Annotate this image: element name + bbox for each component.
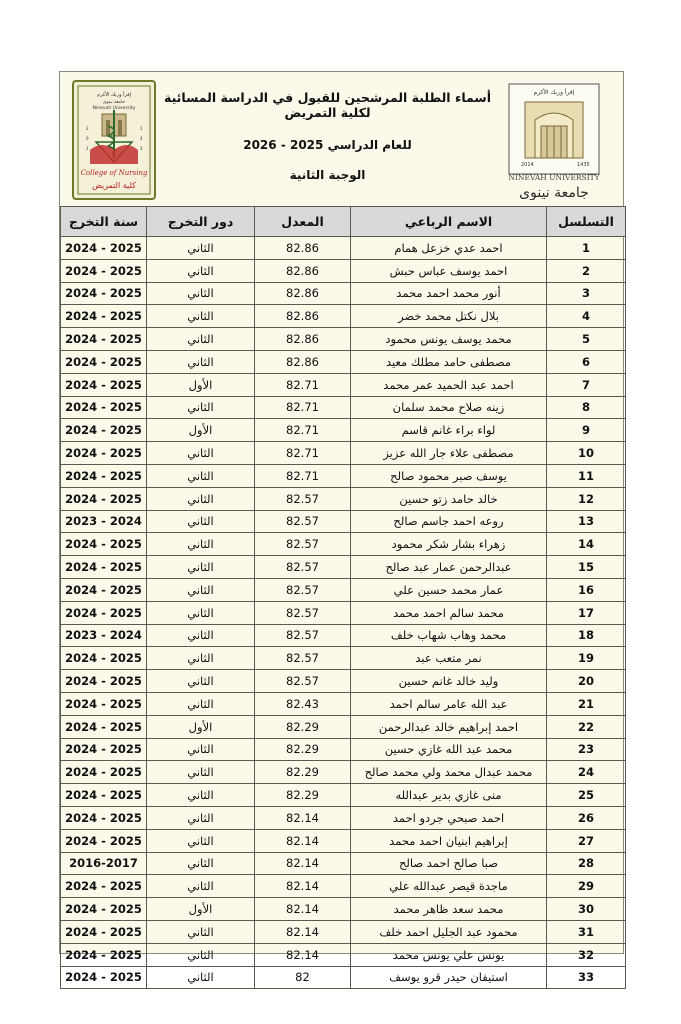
table-row — [61, 464, 626, 487]
ninevah-university-logo — [495, 80, 613, 200]
row-graduation-round: الثاني — [147, 852, 255, 875]
row-full-name: ماجدة قيصر عبدالله علي — [351, 875, 547, 898]
row-graduation-year: 2025 - 2024 — [61, 533, 147, 556]
table-row — [61, 533, 626, 556]
row-average: 82.57 — [255, 647, 351, 670]
row-full-name: محمد وهاب شهاب خلف — [351, 624, 547, 647]
row-graduation-year: 2025 - 2024 — [61, 305, 147, 328]
row-average: 82.14 — [255, 898, 351, 921]
row-full-name: نمر متعب عبد — [351, 647, 547, 670]
svg-text:Ninevah University: Ninevah University — [92, 106, 136, 111]
row-average: 82.57 — [255, 556, 351, 579]
row-graduation-round: الثاني — [147, 647, 255, 670]
row-graduation-year: 2025 - 2024 — [61, 738, 147, 761]
row-graduation-round: الأول — [147, 715, 255, 738]
row-average: 82.57 — [255, 487, 351, 510]
row-graduation-year: 2025 - 2024 — [61, 578, 147, 601]
row-graduation-round: الأول — [147, 898, 255, 921]
table-row — [61, 237, 626, 260]
svg-text:2014: 2014 — [521, 162, 534, 168]
row-sequence: 2 — [547, 259, 626, 282]
row-graduation-round: الثاني — [147, 396, 255, 419]
table-row — [61, 806, 626, 829]
row-sequence: 22 — [547, 715, 626, 738]
row-graduation-year: 2025 - 2024 — [61, 692, 147, 715]
row-graduation-year: 2025 - 2024 — [61, 784, 147, 807]
row-average: 82.71 — [255, 396, 351, 419]
row-graduation-round: الأول — [147, 419, 255, 442]
row-graduation-year: 2025 - 2024 — [61, 920, 147, 943]
document-frame — [59, 71, 624, 985]
row-full-name: عبد الله عامر سالم احمد — [351, 692, 547, 715]
row-graduation-round: الثاني — [147, 920, 255, 943]
row-full-name: لواء براء غانم قاسم — [351, 419, 547, 442]
row-full-name: محمد سالم احمد محمد — [351, 601, 547, 624]
row-average: 82.71 — [255, 373, 351, 396]
row-average: 82.86 — [255, 328, 351, 351]
row-average: 82.29 — [255, 738, 351, 761]
column-header-sequence: التسلسل — [547, 207, 626, 237]
document-title: أسماء الطلبة المرشحين للقبول في الدراسة المسائية لكلية التمريض — [164, 90, 491, 120]
row-full-name: مصطفى علاء جار الله عزيز — [351, 442, 547, 465]
table-row — [61, 738, 626, 761]
table-row — [61, 852, 626, 875]
table-row — [61, 784, 626, 807]
row-graduation-year: 2025 - 2024 — [61, 328, 147, 351]
students-table — [60, 206, 626, 989]
row-graduation-year: 2025 - 2024 — [61, 259, 147, 282]
row-full-name: زهراء بشار شكر محمود — [351, 533, 547, 556]
row-graduation-year: 2025 - 2024 — [61, 237, 147, 260]
row-average: 82.29 — [255, 784, 351, 807]
row-sequence: 11 — [547, 464, 626, 487]
row-average: 82.86 — [255, 259, 351, 282]
row-graduation-round: الثاني — [147, 237, 255, 260]
row-sequence: 29 — [547, 875, 626, 898]
table-row — [61, 692, 626, 715]
table-row — [61, 259, 626, 282]
row-average: 82.57 — [255, 510, 351, 533]
row-sequence: 26 — [547, 806, 626, 829]
column-header-graduation-round: دور التخرج — [147, 207, 255, 237]
row-graduation-round: الثاني — [147, 966, 255, 989]
row-graduation-year: 2025 - 2024 — [61, 647, 147, 670]
row-sequence: 17 — [547, 601, 626, 624]
svg-text:2: 2 — [86, 126, 89, 131]
row-full-name: بلال نكتل محمد خضر — [351, 305, 547, 328]
row-sequence: 13 — [547, 510, 626, 533]
row-average: 82.86 — [255, 350, 351, 373]
svg-text:3: 3 — [140, 146, 143, 151]
table-row — [61, 282, 626, 305]
table-row — [61, 624, 626, 647]
row-sequence: 20 — [547, 670, 626, 693]
row-graduation-round: الثاني — [147, 806, 255, 829]
row-graduation-round: الثاني — [147, 738, 255, 761]
table-row — [61, 487, 626, 510]
row-full-name: محمد يوسف يونس محمود — [351, 328, 547, 351]
row-average: 82.57 — [255, 533, 351, 556]
svg-text:1435: 1435 — [577, 162, 590, 168]
row-sequence: 30 — [547, 898, 626, 921]
row-graduation-round: الثاني — [147, 442, 255, 465]
academic-year: للعام الدراسي 2025 - 2026 — [243, 138, 412, 152]
row-sequence: 4 — [547, 305, 626, 328]
row-graduation-year: 2025 - 2024 — [61, 601, 147, 624]
column-header-full-name: الاسم الرباعي — [351, 207, 547, 237]
row-full-name: احمد إبراهيم خالد عبدالرحمن — [351, 715, 547, 738]
document-header — [60, 72, 623, 205]
row-sequence: 31 — [547, 920, 626, 943]
row-graduation-round: الثاني — [147, 464, 255, 487]
svg-text:NINEVAH UNIVERSITY: NINEVAH UNIVERSITY — [508, 173, 600, 182]
table-row — [61, 328, 626, 351]
row-sequence: 6 — [547, 350, 626, 373]
row-graduation-year: 2025 - 2024 — [61, 487, 147, 510]
svg-text:جامعة نينوى: جامعة نينوى — [519, 185, 589, 200]
row-sequence: 16 — [547, 578, 626, 601]
row-sequence: 28 — [547, 852, 626, 875]
row-graduation-year: 2025 - 2024 — [61, 419, 147, 442]
row-graduation-year: 2025 - 2024 — [61, 464, 147, 487]
row-average: 82.71 — [255, 419, 351, 442]
row-graduation-round: الثاني — [147, 784, 255, 807]
row-sequence: 23 — [547, 738, 626, 761]
row-graduation-year: 2025 - 2024 — [61, 350, 147, 373]
svg-text:جامعة نينوى: جامعة نينوى — [102, 100, 126, 105]
row-graduation-year: 2025 - 2024 — [61, 556, 147, 579]
row-graduation-year: 2016-2017 — [61, 852, 147, 875]
row-full-name: محمود عبد الجليل احمد خلف — [351, 920, 547, 943]
row-graduation-year: 2025 - 2024 — [61, 715, 147, 738]
table-row — [61, 350, 626, 373]
table-row — [61, 715, 626, 738]
svg-text:إقرأ وربك الأكرم: إقرأ وربك الأكرم — [533, 89, 575, 96]
row-full-name: وليد خالد غانم حسين — [351, 670, 547, 693]
table-row — [61, 442, 626, 465]
row-sequence: 8 — [547, 396, 626, 419]
row-full-name: روعه احمد جاسم صالح — [351, 510, 547, 533]
row-full-name: يونس علي يونس محمد — [351, 943, 547, 966]
row-graduation-round: الثاني — [147, 601, 255, 624]
row-graduation-round: الثاني — [147, 670, 255, 693]
table-row — [61, 829, 626, 852]
table-row — [61, 373, 626, 396]
row-graduation-year: 2025 - 2024 — [61, 875, 147, 898]
row-graduation-round: الثاني — [147, 282, 255, 305]
row-graduation-round: الثاني — [147, 350, 255, 373]
header-titles — [160, 90, 495, 182]
row-sequence: 33 — [547, 966, 626, 989]
row-sequence: 15 — [547, 556, 626, 579]
row-average: 82.86 — [255, 305, 351, 328]
row-average: 82.29 — [255, 715, 351, 738]
row-graduation-round: الثاني — [147, 305, 255, 328]
table-row — [61, 875, 626, 898]
row-average: 82.57 — [255, 601, 351, 624]
row-graduation-round: الثاني — [147, 510, 255, 533]
column-header-graduation-year: سنة التخرج — [61, 207, 147, 237]
row-sequence: 24 — [547, 761, 626, 784]
row-average: 82.43 — [255, 692, 351, 715]
row-graduation-year: 2025 - 2024 — [61, 966, 147, 989]
row-graduation-year: 2025 - 2024 — [61, 396, 147, 419]
row-graduation-year: 2025 - 2024 — [61, 442, 147, 465]
row-graduation-year: 2025 - 2024 — [61, 829, 147, 852]
row-graduation-year: 2025 - 2024 — [61, 898, 147, 921]
row-sequence: 5 — [547, 328, 626, 351]
row-graduation-year: 2025 - 2024 — [61, 373, 147, 396]
row-average: 82.29 — [255, 761, 351, 784]
row-average: 82.71 — [255, 442, 351, 465]
row-graduation-year: 2024 - 2023 — [61, 510, 147, 533]
svg-text:1: 1 — [140, 126, 143, 131]
row-graduation-round: الثاني — [147, 875, 255, 898]
row-graduation-round: الثاني — [147, 556, 255, 579]
table-row — [61, 396, 626, 419]
row-sequence: 18 — [547, 624, 626, 647]
batch-label: الوجبة الثانية — [289, 168, 366, 182]
row-full-name: محمد سعد ظاهر محمد — [351, 898, 547, 921]
row-graduation-year: 2025 - 2024 — [61, 761, 147, 784]
row-average: 82 — [255, 966, 351, 989]
table-row — [61, 920, 626, 943]
row-full-name: مصطفى حامد مطلك معيد — [351, 350, 547, 373]
row-full-name: عمار محمد حسين علي — [351, 578, 547, 601]
row-full-name: محمد عبدال محمد ولي محمد صالح — [351, 761, 547, 784]
row-graduation-round: الثاني — [147, 259, 255, 282]
table-row — [61, 419, 626, 442]
row-average: 82.14 — [255, 806, 351, 829]
row-average: 82.14 — [255, 943, 351, 966]
row-full-name: احمد صبحي جردو احمد — [351, 806, 547, 829]
row-graduation-round: الثاني — [147, 487, 255, 510]
svg-text:كلية التمريض: كلية التمريض — [92, 181, 136, 190]
row-average: 82.86 — [255, 237, 351, 260]
row-sequence: 9 — [547, 419, 626, 442]
row-graduation-year: 2025 - 2024 — [61, 943, 147, 966]
row-sequence: 3 — [547, 282, 626, 305]
row-full-name: احمد عدي خزعل همام — [351, 237, 547, 260]
column-header-average: المعدل — [255, 207, 351, 237]
row-graduation-round: الثاني — [147, 829, 255, 852]
row-full-name: عبدالرحمن عمار عبد صالح — [351, 556, 547, 579]
row-average: 82.86 — [255, 282, 351, 305]
row-average: 82.14 — [255, 875, 351, 898]
row-graduation-round: الثاني — [147, 761, 255, 784]
row-graduation-round: الثاني — [147, 692, 255, 715]
row-sequence: 14 — [547, 533, 626, 556]
table-row — [61, 966, 626, 989]
row-graduation-round: الثاني — [147, 328, 255, 351]
table-row — [61, 647, 626, 670]
row-full-name: احمد يوسف عباس حبش — [351, 259, 547, 282]
row-full-name: زينه صلاح محمد سلمان — [351, 396, 547, 419]
row-average: 82.71 — [255, 464, 351, 487]
row-sequence: 21 — [547, 692, 626, 715]
svg-text:4: 4 — [140, 136, 143, 141]
table-row — [61, 670, 626, 693]
row-full-name: خالد حامد زتو حسين — [351, 487, 547, 510]
row-average: 82.14 — [255, 829, 351, 852]
row-sequence: 7 — [547, 373, 626, 396]
row-full-name: يوسف صبر محمود صالح — [351, 464, 547, 487]
table-header-row — [61, 207, 626, 237]
row-sequence: 27 — [547, 829, 626, 852]
row-average: 82.14 — [255, 852, 351, 875]
row-full-name: صبا صالح احمد صالح — [351, 852, 547, 875]
svg-text:1: 1 — [86, 146, 89, 151]
row-average: 82.57 — [255, 578, 351, 601]
table-row — [61, 578, 626, 601]
row-average: 82.57 — [255, 670, 351, 693]
row-graduation-year: 2025 - 2024 — [61, 806, 147, 829]
row-full-name: إبراهيم ابنيان احمد محمد — [351, 829, 547, 852]
table-row — [61, 898, 626, 921]
table-row — [61, 556, 626, 579]
row-full-name: منى غازي بدير عبدالله — [351, 784, 547, 807]
row-full-name: استيفان حيدر قرو يوسف — [351, 966, 547, 989]
table-row — [61, 510, 626, 533]
row-full-name: أنور محمد احمد محمد — [351, 282, 547, 305]
row-sequence: 32 — [547, 943, 626, 966]
row-graduation-year: 2025 - 2024 — [61, 670, 147, 693]
row-graduation-round: الأول — [147, 373, 255, 396]
row-graduation-round: الثاني — [147, 943, 255, 966]
row-graduation-round: الثاني — [147, 533, 255, 556]
row-graduation-round: الثاني — [147, 578, 255, 601]
svg-text:إقرأ وربك الأكرم: إقرأ وربك الأكرم — [96, 92, 132, 98]
row-average: 82.14 — [255, 920, 351, 943]
row-sequence: 19 — [547, 647, 626, 670]
row-sequence: 1 — [547, 237, 626, 260]
nursing-college-logo — [72, 80, 156, 200]
svg-text:0: 0 — [86, 136, 89, 141]
table-row — [61, 601, 626, 624]
row-graduation-year: 2024 - 2023 — [61, 624, 147, 647]
row-sequence: 10 — [547, 442, 626, 465]
table-row — [61, 305, 626, 328]
svg-text:College of Nursing: College of Nursing — [80, 169, 148, 177]
table-row — [61, 943, 626, 966]
row-sequence: 25 — [547, 784, 626, 807]
row-average: 82.57 — [255, 624, 351, 647]
row-full-name: احمد عبد الحميد عمر محمد — [351, 373, 547, 396]
table-row — [61, 761, 626, 784]
row-graduation-year: 2025 - 2024 — [61, 282, 147, 305]
row-graduation-round: الثاني — [147, 624, 255, 647]
row-full-name: محمد عبد الله غازي حسين — [351, 738, 547, 761]
row-sequence: 12 — [547, 487, 626, 510]
